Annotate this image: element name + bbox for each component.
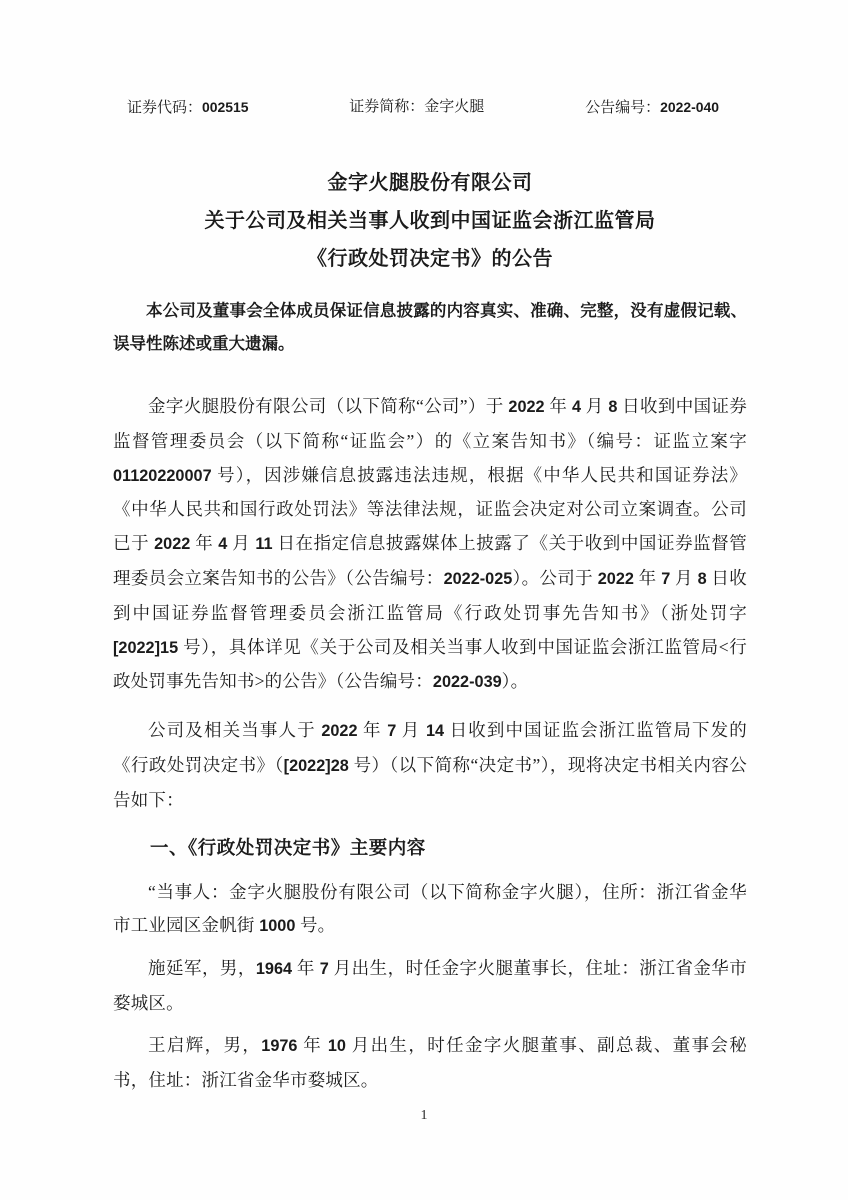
title-line-doctype: 《行政处罚决定书》的公告 [307,248,553,270]
para-party-company: “当事人：金字火腿股份有限公司（以下简称金字火腿），住所：浙江省金华市工业园区金帆街 1000 号。 [113,881,747,936]
announcement-number: 公告编号：2022-040 [585,99,719,116]
document-info-row [113,97,747,118]
document-title [113,164,747,278]
para-party-wang-qihui: 王启辉，男，1976 年 10 月出生，时任金字火腿董事、副总裁、董事会秘书，住址：浙江省金华市婺城区。 [113,1034,747,1090]
document-content [113,0,747,1097]
title-line-subject: 关于公司及相关当事人收到中国证监会浙江监管局 [204,210,656,232]
section-heading-decision-content: 一、《行政处罚决定书》主要内容 [150,838,426,859]
para-decision-received: 公司及相关当事人于 2022 年 7 月 14 日收到中国证监会浙江监管局下发的《行政处罚决定书》（[2022]28 号）（以下简称“决定书”），现将决定书相关内容公告如下： [113,720,748,810]
title-line-company: 金字火腿股份有限公司 [327,172,533,194]
page-number: 1 [420,1108,428,1123]
stock-abbreviation: 证券简称：金字火腿 [349,99,485,115]
para-case-filing-background: 金字火腿股份有限公司（以下简称“公司”）于 2022 年 4 月 8 日收到中国证券监督管理委员会（以下简称“证监会”）的《立案告知书》（编号：证监立案字01120220007 号），因涉嫌信息披露违法违规，根据《中华人民共和国证券法》《中华人民共和国行政处罚法》等法律法规，证监会决定对公司立案调查。公司已于 2022 年 4 月 11 日在指定信息披露媒体上披露了《关于收到中国证券监督管理委员会立案告知书的公告》（公告编号：2022-025）。公司于 2022 年 7 月 8 日收到中国证券监督管理委员会浙江监管局《行政处罚事先告知书》（浙处罚字[2022]15 号），具体详见《关于公司及相关当事人收到中国证监会浙江监管局<行政处罚事先告知书>的公告》（公告编号：2022-039）。 [113,396,748,692]
board-disclaimer: 本公司及董事会全体成员保证信息披露的内容真实、准确、完整，没有虚假记载、误导性陈述或重大遗漏。 [113,301,747,353]
stock-code: 证券代码：002515 [127,99,249,116]
para-party-shi-yanjun: 施延军，男，1964 年 7 月出生，时任金字火腿董事长，住址：浙江省金华市婺城区。 [113,958,747,1013]
